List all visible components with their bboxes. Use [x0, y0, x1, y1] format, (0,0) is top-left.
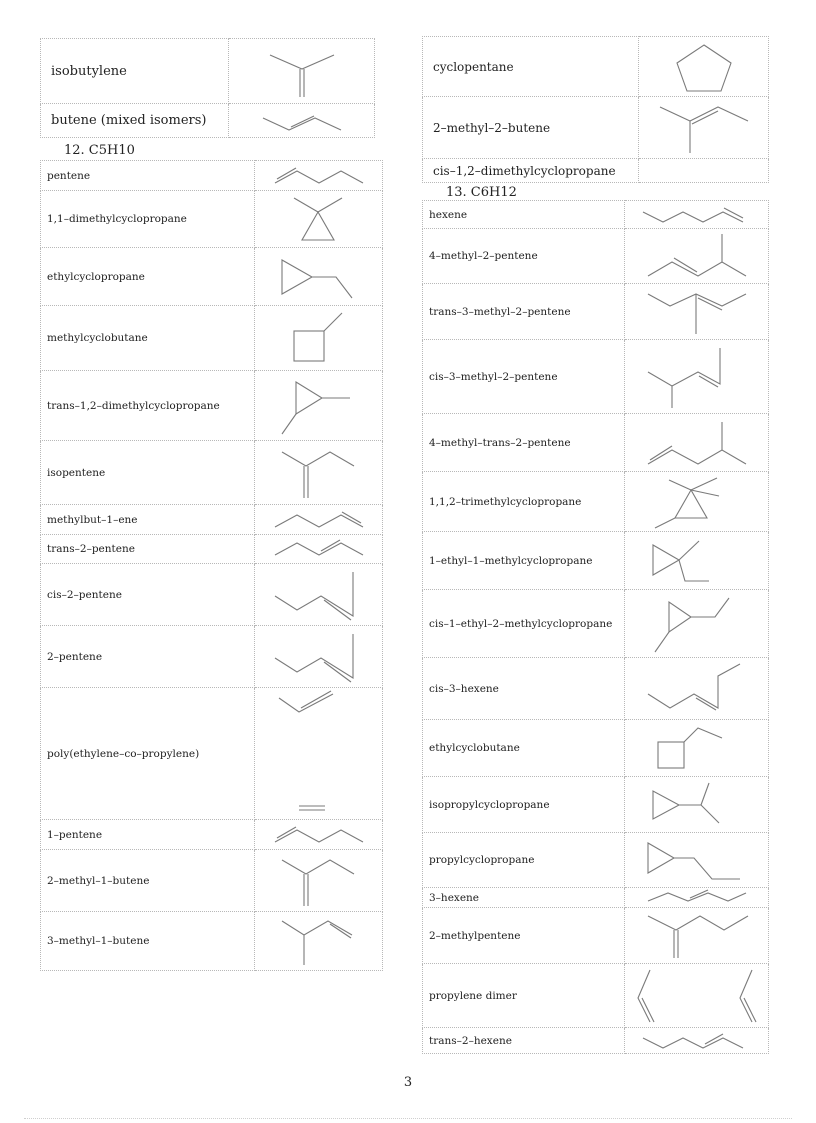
section-caption-c6h12: 13. C6H12 [446, 185, 517, 200]
structure-methylbutene [255, 505, 383, 535]
structure-2-methylpentene [625, 908, 769, 964]
table-row [423, 37, 769, 97]
page-number: 3 [403, 1075, 413, 1090]
table-row [41, 371, 383, 441]
structure-cis-3-hexene [625, 658, 769, 720]
compound-name: hexene [423, 201, 625, 229]
compound-name: 4–methyl–2–pentene [423, 229, 625, 284]
compound-name: ethylcyclopropane [41, 248, 255, 306]
table-row [41, 564, 383, 626]
compound-name: propylcyclopropane [423, 833, 625, 888]
compound-name: trans–1,2–dimethylcyclopropane [41, 371, 255, 441]
compound-name: 1–pentene [41, 820, 255, 850]
table-row [423, 229, 769, 284]
structure-propylcyclopropane [625, 833, 769, 888]
compound-name: trans–2–hexene [423, 1028, 625, 1054]
table-row [423, 414, 769, 472]
compound-name: 3–hexene [423, 888, 625, 908]
table-row [41, 161, 383, 191]
table-row [423, 340, 769, 414]
table-row [41, 688, 383, 820]
footer-divider [24, 1118, 792, 1119]
structure-3-methyl-1-butene [255, 912, 383, 971]
structure-3-hexene [625, 888, 769, 908]
compound-name: isobutylene [41, 39, 229, 104]
structure-pentene [255, 161, 383, 191]
compound-name: 4–methyl–trans–2–pentene [423, 414, 625, 472]
table-row [423, 284, 769, 340]
structure-propylene-dimer [625, 964, 769, 1028]
structure-cis-3-methyl-2-pentene [625, 340, 769, 414]
table-row [423, 159, 769, 183]
table-row [41, 535, 383, 564]
structure-1-pentene [255, 820, 383, 850]
compound-name: 2–pentene [41, 626, 255, 688]
structure-trans-2-pentene [255, 535, 383, 564]
table-row [423, 777, 769, 833]
compound-name: 1–ethyl–1–methylcyclopropane [423, 532, 625, 590]
compound-name: 1,1–dimethylcyclopropane [41, 191, 255, 248]
structure-isopentene [255, 441, 383, 505]
structure-poly-ethylene-propylene [255, 688, 383, 820]
structure-ethyl-methylcyclopropane [625, 532, 769, 590]
structure-trans-3-methyl-2-pentene [625, 284, 769, 340]
table-row [41, 191, 383, 248]
table-row [423, 590, 769, 658]
table-row [41, 39, 375, 104]
structure-cis-ethyl-methylcyclopropane [625, 590, 769, 658]
compound-name: 1,1,2–trimethylcyclopropane [423, 472, 625, 532]
compound-name: cis–3–methyl–2–pentene [423, 340, 625, 414]
structure-2-methyl-2-butene [639, 97, 769, 159]
table-row [423, 720, 769, 777]
compound-name: 2–methylpentene [423, 908, 625, 964]
compound-name: methylcyclobutane [41, 306, 255, 371]
table-row [423, 472, 769, 532]
table-row [423, 201, 769, 229]
structure-methylcyclobutane [255, 306, 383, 371]
compound-name: cis–1,2–dimethylcyclopropane [423, 159, 639, 183]
table-row [423, 908, 769, 964]
compound-name: 2–methyl–1–butene [41, 850, 255, 912]
compound-name: ethylcyclobutane [423, 720, 625, 777]
structure-ethylcyclobutane [625, 720, 769, 777]
table-row [423, 888, 769, 908]
structure-ethylcyclopropane [255, 248, 383, 306]
structure-trans-2-hexene [625, 1028, 769, 1054]
compound-name: 3–methyl–1–butene [41, 912, 255, 971]
table-row [41, 626, 383, 688]
table-row [423, 1028, 769, 1054]
compound-name: isopentene [41, 441, 255, 505]
compound-name: cyclopentane [423, 37, 639, 97]
table-row [41, 912, 383, 971]
structure-4-methyl-trans-2-pentene [625, 414, 769, 472]
compound-name: propylene dimer [423, 964, 625, 1028]
table-row [41, 104, 375, 138]
compound-name: cis–2–pentene [41, 564, 255, 626]
structure-trimethylcyclopropane [625, 472, 769, 532]
table-row [423, 833, 769, 888]
table-row [423, 658, 769, 720]
table-row [41, 505, 383, 535]
structure-4-methyl-2-pentene [625, 229, 769, 284]
table-row [423, 532, 769, 590]
compound-name: isopropylcyclopropane [423, 777, 625, 833]
table-row [41, 306, 383, 371]
compound-name: 2–methyl–2–butene [423, 97, 639, 159]
c5h10-table [40, 160, 383, 971]
structure-2-pentene [255, 626, 383, 688]
structure-dimethylcyclopropane [255, 191, 383, 248]
compound-name: methylbut–1–ene [41, 505, 255, 535]
structure-isopropylcyclopropane [625, 777, 769, 833]
compound-name: trans–3–methyl–2–pentene [423, 284, 625, 340]
structure-cis-dimethylcyclopropane [639, 159, 769, 183]
compound-name: trans–2–pentene [41, 535, 255, 564]
compound-name: cis–3–hexene [423, 658, 625, 720]
table-row [423, 964, 769, 1028]
compound-name: cis–1–ethyl–2–methylcyclopropane [423, 590, 625, 658]
compound-name: pentene [41, 161, 255, 191]
structure-2-methyl-1-butene [255, 850, 383, 912]
structure-isobutylene [229, 39, 375, 104]
table-row [423, 97, 769, 159]
compound-name: poly(ethylene–co–propylene) [41, 688, 255, 820]
structure-hexene [625, 201, 769, 229]
table-row [41, 850, 383, 912]
table-row [41, 820, 383, 850]
structure-cis-2-pentene [255, 564, 383, 626]
section-caption-c5h10: 12. C5H10 [64, 143, 135, 158]
table-row [41, 441, 383, 505]
structure-butene [229, 104, 375, 138]
top-left-table [40, 38, 375, 138]
c6h12-table [422, 200, 769, 1054]
compound-name: butene (mixed isomers) [41, 104, 229, 138]
table-row [41, 248, 383, 306]
structure-cyclopentane [639, 37, 769, 97]
top-right-table [422, 36, 769, 183]
structure-trans-dimethylcyclopropane [255, 371, 383, 441]
